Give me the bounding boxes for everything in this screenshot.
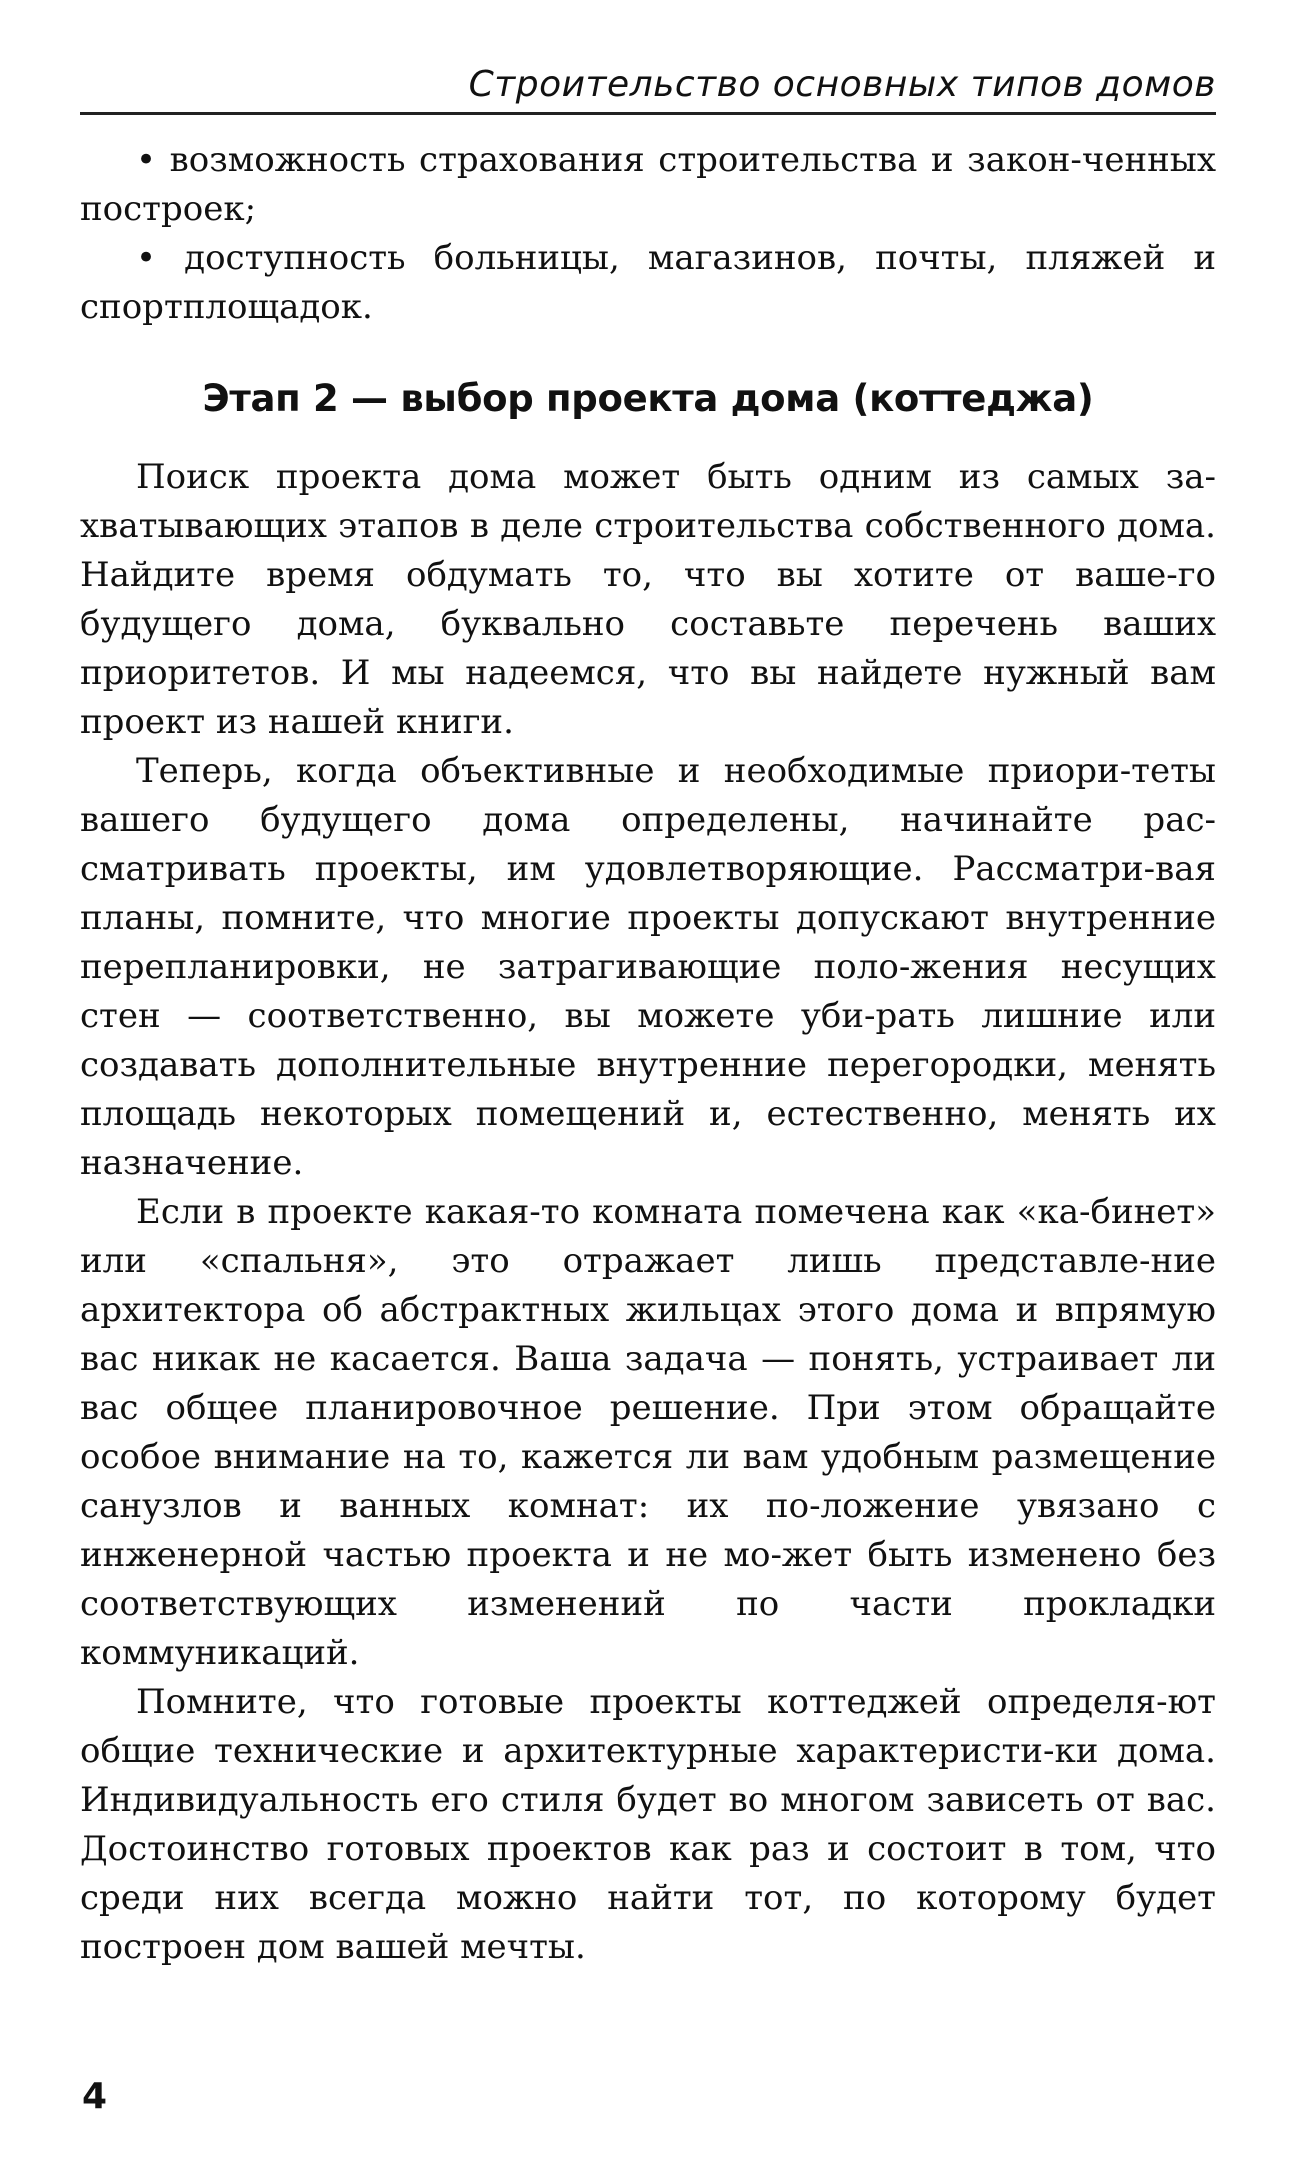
page-content [80,136,1216,1972]
paragraph: Поиск проекта дома может быть одним из самых за-хватывающих этапов в деле строительства собственного дома. Найдите время обдумать то, что вы хотите от ваше-го будущего дома, буквально составьте перечень ваших приоритетов. И мы надеемся, что вы найдете нужный вам проект из нашей книги. [80,457,1216,742]
bullet-item-insurance: • возможность страхования строительства и закон-ченных построек; [80,140,1216,229]
paragraph: Теперь, когда объективные и необходимые приори-теты вашего будущего дома определены, начинайте рас-сматривать проекты, им удовлетворяющие. Рассматри-вая планы, помните, что многие проекты допускают внутренние перепланировки, не затрагивающие поло-жения несущих стен — соответственно, вы можете уби-рать лишние или создавать дополнительные внутренние перегородки, менять площадь некоторых помещений и, естественно, менять их назначение. [80,751,1216,1183]
paragraph: Помните, что готовые проекты коттеджей определя-ют общие технические и архитектурные характеристи-ки дома. Индивидуальность его стиля будет во многом зависеть от вас. Достоинство готовых проектов как раз и состоит в том, что среди них всегда можно найти тот, по которому будет построен дом вашей мечты. [80,1682,1216,1967]
page-number: 4 [82,2076,108,2117]
running-header: Строительство основных типов домов [468,64,1216,105]
paragraph: Если в проекте какая-то комната помечена как «ка-бинет» или «спальня», это отражает лишь представле-ние архитектора об абстрактных жильцах этого дома и впрямую вас никак не касается. Ваша задача — понять, устраивает ли вас общее планировочное решение. При этом обращайте особое внимание на то, кажется ли вам удобным размещение санузлов и ванных комнат: их по-ложение увязано с инженерной частью проекта и не мо-жет быть изменено без соответствующих изменений по части прокладки коммуникаций. [80,1192,1216,1673]
header-rule [80,112,1216,115]
section-title: Этап 2 — выбор проекта дома (коттеджа) [202,377,1094,420]
book-page [80,0,1216,2183]
bullet-item-amenities: • доступность больницы, магазинов, почты, пляжей и спортплощадок. [80,238,1216,327]
